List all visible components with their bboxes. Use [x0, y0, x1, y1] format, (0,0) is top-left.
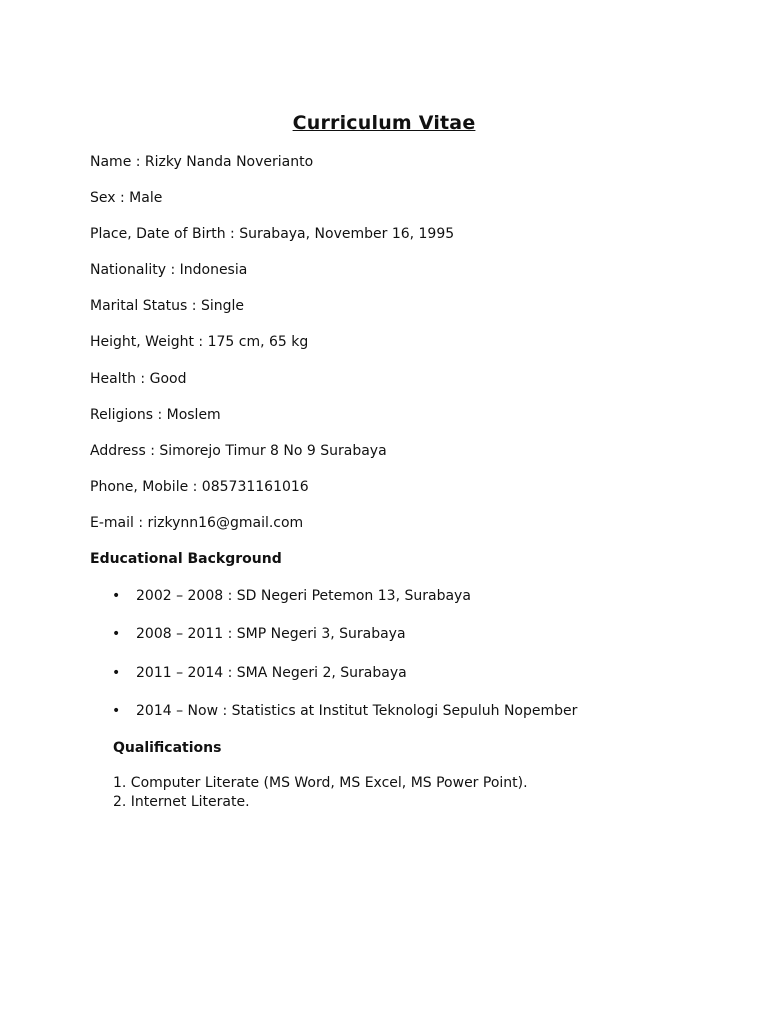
qualification-item: 2. Internet Literate. [113, 794, 250, 810]
info-address: Address : Simorejo Timur 8 No 9 Surabaya [90, 442, 387, 459]
education-item [112, 624, 577, 662]
education-heading: Educational Background [90, 551, 282, 567]
education-item-text: 2014 – Now : Statistics at Institut Teknologi Sepuluh Nopember [136, 702, 578, 719]
education-list [112, 586, 577, 739]
education-item-text: 2011 – 2014 : SMA Negeri 2, Surabaya [136, 664, 407, 681]
education-item [112, 586, 577, 624]
info-phone: Phone, Mobile : 085731161016 [90, 478, 309, 495]
info-birth: Place, Date of Birth : Surabaya, November 16, 1995 [90, 226, 455, 243]
bullet-icon: • [112, 588, 121, 604]
info-religion: Religions : Moslem [90, 406, 221, 423]
education-item-text: 2008 – 2011 : SMP Negeri 3, Surabaya [136, 626, 406, 643]
qualifications-heading: Qualifications [113, 740, 222, 756]
info-health: Health : Good [90, 370, 187, 387]
bullet-icon: • [112, 702, 121, 719]
document-title: Curriculum Vitae [292, 112, 476, 134]
info-height-weight: Height, Weight : 175 cm, 65 kg [90, 334, 309, 351]
bullet-icon: • [112, 626, 121, 643]
qualification-item: 1. Computer Literate (MS Word, MS Excel, MS Power Point). [113, 775, 528, 791]
info-name: Name : Rizky Nanda Noverianto [90, 154, 314, 170]
personal-info-list [90, 152, 454, 549]
info-email: E-mail : rizkynn16@gmail.com [90, 514, 304, 531]
education-item [112, 663, 577, 701]
info-sex: Sex : Male [90, 190, 163, 207]
education-item [112, 701, 577, 739]
info-nationality: Nationality : Indonesia [90, 262, 248, 279]
education-item-text: 2002 – 2008 : SD Negeri Petemon 13, Surabaya [136, 588, 471, 604]
info-marital-status: Marital Status : Single [90, 298, 244, 315]
qualifications-list [113, 774, 528, 812]
bullet-icon: • [112, 664, 121, 681]
